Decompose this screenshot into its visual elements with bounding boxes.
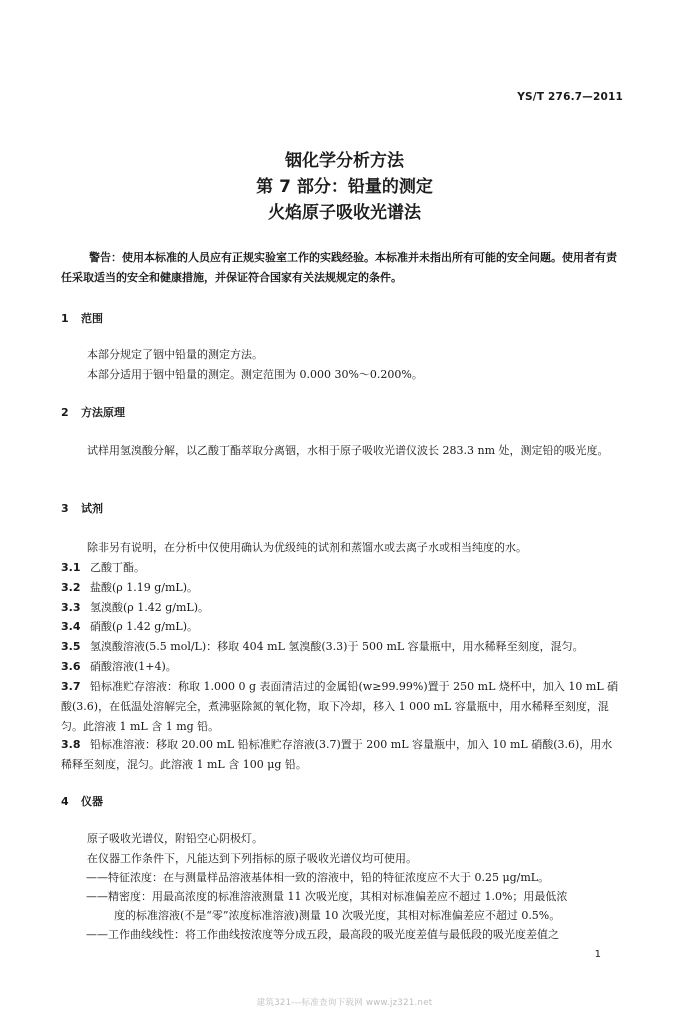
reagent-item — [61, 735, 621, 775]
document-title — [0, 148, 689, 226]
instruments-paragraph-2: 在仪器工作条件下，凡能达到下列指标的原子吸收光谱仪均可使用。 — [87, 852, 417, 865]
reagent-item-text: 乙酸丁酯。 — [90, 561, 145, 574]
reagent-item-text: 硝酸溶液(1+4)。 — [90, 660, 177, 673]
reagent-item — [61, 677, 621, 737]
reagent-item — [61, 657, 621, 677]
reagents-intro: 除非另有说明，在分析中仅使用确认为优级纯的试剂和蒸馏水或去离子水或相当纯度的水。 — [87, 541, 527, 554]
reagent-item — [61, 598, 621, 618]
section-number: 2 — [61, 406, 69, 419]
warning-paragraph — [61, 248, 621, 288]
section-number: 1 — [61, 312, 69, 325]
reagent-item-number: 3.5 — [61, 640, 81, 653]
reagent-item-text: 氢溴酸(ρ 1.42 g/mL)。 — [90, 601, 210, 614]
instrument-criterion-sensitivity: ——特征浓度：在与测量样品溶液基体相一致的溶液中，铅的特征浓度应不大于 0.25 μg/mL。 — [86, 871, 550, 884]
reagent-item-number: 3.3 — [61, 601, 81, 614]
reagent-item — [61, 617, 621, 637]
reagent-item-text: 盐酸(ρ 1.19 g/mL)。 — [90, 581, 199, 594]
scope-paragraph-2: 本部分适用于铟中铅量的测定。测定范围为 0.000 30%～0.200%。 — [87, 368, 423, 381]
reagent-item-number: 3.6 — [61, 660, 81, 673]
reagent-item — [61, 637, 621, 657]
title-line-2: 第 7 部分：铅量的测定 — [256, 177, 433, 197]
reagent-item-text: 铅标准贮存溶液：称取 1.000 0 g 表面清洁过的金属铅(w≥99.99%)置于 250 mL 烧杯中，加入 10 mL 硝酸(3.6)，在低温处溶解完全，煮沸驱除氮的氧化物，取下冷却，移入 1 000 mL 容量瓶中，用水稀释至刻度，混匀。此溶液 1 mL 含 1 mg 铅。 — [61, 680, 619, 733]
section-title: 仪器 — [81, 795, 103, 808]
reagent-item-number: 3.4 — [61, 620, 81, 633]
reagent-item-text: 铅标准溶液：移取 20.00 mL 铅标准贮存溶液(3.7)置于 200 mL 容量瓶中，加入 10 mL 硝酸(3.6)，用水稀释至刻度，混匀。此溶液 1 mL 含 100 μg 铅。 — [61, 738, 613, 771]
reagent-item-number: 3.1 — [61, 561, 81, 574]
section-number: 4 — [61, 795, 69, 808]
reagent-item-number: 3.8 — [61, 738, 81, 751]
reagent-item-text: 氢溴酸溶液(5.5 mol/L)：移取 404 mL 氢溴酸(3.3)于 500 mL 容量瓶中，用水稀释至刻度，混匀。 — [90, 640, 584, 653]
section-number: 3 — [61, 502, 69, 515]
title-line-3: 火焰原子吸收光谱法 — [268, 203, 421, 223]
section-heading-instruments — [61, 793, 103, 809]
reagent-item-number: 3.2 — [61, 581, 81, 594]
instrument-criterion-linearity: ——工作曲线线性：将工作曲线按浓度等分成五段，最高段的吸光度差值与最低段的吸光度差值之 — [86, 928, 559, 941]
reagent-item-text: 硝酸(ρ 1.42 g/mL)。 — [90, 620, 199, 633]
title-line-1: 铟化学分析方法 — [285, 151, 404, 171]
scope-paragraph-1: 本部分规定了铟中铅量的测定方法。 — [87, 348, 263, 361]
principle-paragraph: 试样用氢溴酸分解，以乙酸丁酯萃取分离铟，水相于原子吸收光谱仪波长 283.3 nm 处，测定铅的吸光度。 — [87, 444, 609, 457]
reagent-item-number: 3.7 — [61, 680, 81, 693]
section-title: 试剂 — [81, 502, 103, 515]
section-heading-reagents — [61, 500, 103, 516]
section-heading-scope — [61, 310, 103, 326]
instruments-paragraph-1: 原子吸收光谱仪，附铅空心阴极灯。 — [87, 832, 263, 845]
reagent-item — [61, 578, 621, 598]
section-heading-principle — [61, 404, 125, 420]
watermark: 建筑321---标准查询下载网 www.jz321.net — [256, 998, 433, 1008]
warning-text: 使用本标准的人员应有正规实验室工作的实践经验。本标准并未指出所有可能的安全问题。使用者有责任采取适当的安全和健康措施，并保证符合国家有关法规规定的条件。 — [61, 251, 617, 284]
section-title: 方法原理 — [81, 406, 125, 419]
reagent-item — [61, 558, 621, 578]
instrument-criterion-precision-continued: 度的标准溶液(不是“零”浓度标准溶液)测量 10 次吸光度，其相对标准偏差应不超过 0.5%。 — [114, 909, 561, 922]
page-number: 1 — [594, 949, 601, 960]
section-title: 范围 — [81, 312, 103, 325]
instrument-criterion-precision: ——精密度：用最高浓度的标准溶液测量 11 次吸光度，其相对标准偏差应不超过 1.0%；用最低浓 — [86, 890, 568, 903]
warning-lead: 警告： — [89, 251, 122, 264]
standard-code: YS/T 276.7—2011 — [517, 91, 623, 103]
